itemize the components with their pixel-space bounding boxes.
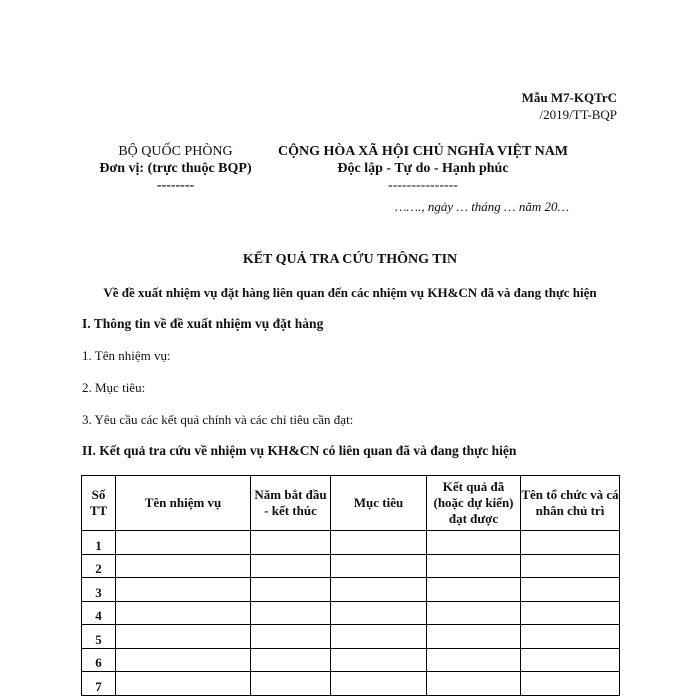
table-row: [82, 625, 620, 649]
results-cell[interactable]: [427, 531, 521, 555]
column-header-years: Năm bắt đầu - kết thúc: [251, 476, 331, 531]
column-header-task-name: Tên nhiệm vụ: [116, 476, 251, 531]
form-code-line1: Mẫu M7-KQTrC: [521, 90, 617, 105]
form-code-line2: /2019/TT-BQP: [539, 107, 617, 122]
table-body: [82, 531, 620, 696]
objective-cell[interactable]: [331, 531, 427, 555]
task-name-cell[interactable]: [116, 672, 251, 696]
years-cell[interactable]: [251, 531, 331, 555]
years-cell[interactable]: [251, 554, 331, 578]
objective-cell[interactable]: [331, 672, 427, 696]
column-header-index: Số TT: [82, 476, 116, 531]
row-number: 4: [82, 601, 116, 625]
section-1-heading: I. Thông tin về đề xuất nhiệm vụ đặt hàng: [82, 316, 324, 331]
requirements-field: 3. Yêu cầu các kết quả chính và các chỉ tiêu cần đạt:: [82, 412, 354, 427]
results-table: [81, 475, 620, 696]
task-name-cell[interactable]: [116, 648, 251, 672]
results-cell[interactable]: [427, 554, 521, 578]
table-row: [82, 672, 620, 696]
results-cell[interactable]: [427, 672, 521, 696]
organization-cell[interactable]: [521, 578, 620, 602]
organization-cell[interactable]: [521, 625, 620, 649]
column-header-organization: Tên tổ chức và cá nhân chủ trì: [521, 476, 620, 531]
document-title: KẾT QUẢ TRA CỨU THÔNG TIN: [242, 252, 458, 267]
organization-cell[interactable]: [521, 672, 620, 696]
task-name-field: 1. Tên nhiệm vụ:: [82, 348, 171, 363]
task-name-cell[interactable]: [116, 601, 251, 625]
table-row: [82, 601, 620, 625]
years-cell[interactable]: [251, 578, 331, 602]
objective-cell[interactable]: [331, 578, 427, 602]
results-cell[interactable]: [427, 601, 521, 625]
country-name: CỘNG HÒA XÃ HỘI CHỦ NGHĨA VIỆT NAM: [278, 144, 569, 159]
table-row: [82, 531, 620, 555]
objective-cell[interactable]: [331, 554, 427, 578]
motto-separator: ---------------: [388, 178, 458, 193]
objective-cell[interactable]: [331, 648, 427, 672]
objective-cell[interactable]: [331, 601, 427, 625]
row-number: 2: [82, 554, 116, 578]
column-header-objective: Mục tiêu: [331, 476, 427, 531]
organization-cell[interactable]: [521, 648, 620, 672]
results-cell[interactable]: [427, 625, 521, 649]
section-2-heading: II. Kết quả tra cứu về nhiệm vụ KH&CN có liên quan đã và đang thực hiện: [82, 443, 517, 458]
national-header: [278, 143, 568, 194]
agency-header: [88, 143, 263, 194]
national-motto: Độc lập - Tự do - Hạnh phúc: [337, 161, 509, 176]
table-row: [82, 578, 620, 602]
years-cell[interactable]: [251, 601, 331, 625]
document-subtitle: Về đề xuất nhiệm vụ đặt hàng liên quan đến các nhiệm vụ KH&CN đã và đang thực hiện: [103, 285, 597, 300]
task-name-cell[interactable]: [116, 578, 251, 602]
row-number: 5: [82, 625, 116, 649]
years-cell[interactable]: [251, 648, 331, 672]
unit-name: Đơn vị: (trực thuộc BQP): [99, 161, 252, 176]
row-number: 1: [82, 531, 116, 555]
organization-cell[interactable]: [521, 554, 620, 578]
row-number: 7: [82, 672, 116, 696]
date-line: ……., ngày … tháng … năm 20…: [395, 199, 570, 214]
form-code: [522, 89, 617, 123]
years-cell[interactable]: [251, 672, 331, 696]
row-number: 6: [82, 648, 116, 672]
table-header-row: [82, 476, 620, 531]
organization-cell[interactable]: [521, 531, 620, 555]
task-name-cell[interactable]: [116, 554, 251, 578]
row-number: 3: [82, 578, 116, 602]
task-name-cell[interactable]: [116, 531, 251, 555]
ministry-name: BỘ QUỐC PHÒNG: [118, 144, 233, 159]
task-name-cell[interactable]: [116, 625, 251, 649]
agency-separator: --------: [156, 178, 195, 193]
table-row: [82, 554, 620, 578]
results-cell[interactable]: [427, 578, 521, 602]
organization-cell[interactable]: [521, 601, 620, 625]
results-cell[interactable]: [427, 648, 521, 672]
years-cell[interactable]: [251, 625, 331, 649]
objective-field: 2. Mục tiêu:: [82, 380, 146, 395]
table-row: [82, 648, 620, 672]
objective-cell[interactable]: [331, 625, 427, 649]
column-header-results: Kết quả đã (hoặc dự kiến) đạt được: [427, 476, 521, 531]
